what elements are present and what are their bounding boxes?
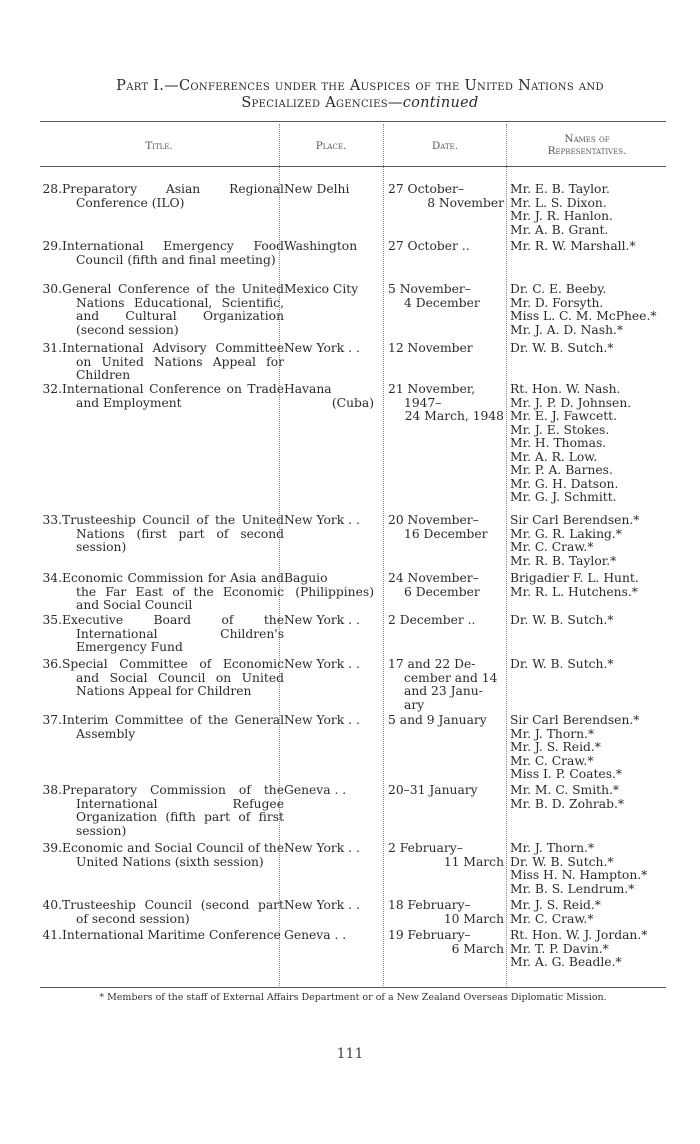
representative-name: Mr. B. S. Lendrum.* (510, 881, 635, 896)
date-line: 24 March, 1948 (404, 409, 504, 423)
table-header-rule (40, 166, 666, 167)
conference-date (388, 342, 504, 356)
representatives-list (510, 658, 670, 672)
place-line: Baguio (284, 571, 328, 585)
footnote: * Members of the staff of External Affairs Department or of a New Zealand Overseas Diplomatic Mission. (99, 992, 607, 1003)
row-number: 34. (42, 571, 62, 585)
row-number: 29. (42, 239, 62, 253)
place-line: Washington (284, 239, 358, 253)
representatives-list (510, 784, 670, 811)
conference-title-text: Special Committee of Economic and Social Council on United Nations Appeal for Children (62, 657, 284, 698)
date-line: 18 February– (388, 898, 471, 912)
place-line: New York . . (284, 898, 360, 912)
column-header-names (508, 133, 666, 157)
row-number: 32. (42, 382, 62, 396)
representative-name: Mr. T. P. Davin.* (510, 941, 609, 956)
representative-name: Mr. G. J. Schmitt. (510, 490, 617, 504)
conference-date (388, 784, 504, 798)
conference-place (284, 383, 374, 410)
place-line: New York . . (284, 713, 360, 727)
date-line: 2 February– (388, 841, 463, 855)
conference-title-text: Preparatory Asian Regional Conference (ILO) (62, 182, 284, 210)
representative-name: Dr. W. B. Sutch.* (510, 341, 614, 355)
representative-name: Mr. M. C. Smith.* (510, 783, 620, 797)
date-line: 16 December (404, 526, 488, 541)
date-line: 2 December .. (388, 613, 476, 627)
representative-name: Mr. P. A. Barnes. (510, 463, 613, 477)
row-number: 40. (42, 898, 62, 912)
representatives-list (510, 342, 670, 356)
place-line: New York . . (284, 613, 360, 627)
column-divider (383, 124, 384, 986)
date-line: 19 February– (388, 928, 471, 942)
representative-name: Mr. E. J. Fawcett. (510, 409, 618, 423)
conference-title (62, 183, 284, 210)
row-number: 39. (42, 841, 62, 855)
conference-title (62, 514, 284, 555)
place-line: New York . . (284, 841, 360, 855)
conference-title (62, 929, 284, 943)
conference-title-text: Preparatory Commission of the International Refugee Organization (fifth part of first session) (62, 783, 284, 838)
conference-place (284, 929, 382, 943)
date-line: 27 October .. (388, 239, 470, 253)
representative-name: Dr. W. B. Sutch.* (510, 613, 614, 627)
conference-date (388, 842, 504, 869)
conference-date (388, 283, 504, 310)
representative-name: Sir Carl Berendsen.* (510, 513, 640, 527)
row-number: 33. (42, 513, 62, 527)
conference-place (284, 899, 382, 913)
date-line: 6 March (451, 941, 504, 956)
conference-title (62, 383, 284, 410)
date-line: and 23 Janu- (404, 684, 483, 698)
representative-name: Mr. R. L. Hutchens.* (510, 584, 638, 599)
representative-name: Mr. E. B. Taylor. (510, 182, 610, 196)
representative-name: Brigadier F. L. Hunt. (510, 571, 639, 585)
conference-title-text: Trusteeship Council (second part of second session) (62, 898, 284, 926)
representative-name: Mr. C. Craw.* (510, 753, 594, 768)
conference-date (388, 514, 504, 541)
representative-name: Miss I. P. Coates.* (510, 767, 623, 781)
date-line: 5 and 9 January (388, 713, 487, 727)
representative-name: Mr. A. R. Low. (510, 449, 598, 464)
conference-title (62, 899, 284, 926)
representatives-list (510, 572, 670, 599)
date-line: 11 March (443, 854, 504, 869)
conference-date (388, 658, 504, 712)
conference-place (284, 714, 382, 728)
date-line: 4 December (404, 295, 480, 310)
place-line: New Delhi (284, 182, 350, 196)
place-line: New York . . (284, 657, 360, 671)
heading-line-1: Part I.—Conferences under the Auspices of the United Nations and (116, 78, 604, 94)
representative-name: Rt. Hon. W. Nash. (510, 382, 621, 396)
representative-name: Mr. J. S. Reid.* (510, 740, 601, 754)
page-heading (40, 78, 680, 112)
column-divider (506, 124, 507, 986)
conference-title (62, 658, 284, 699)
representative-name: Mr. C. Craw.* (510, 540, 594, 554)
representative-name: Mr. L. S. Dixon. (510, 195, 607, 210)
conference-date (388, 614, 504, 628)
place-line: Mexico City (284, 282, 359, 296)
representative-name: Mr. J. P. D. Johnsen. (510, 395, 632, 410)
column-header-title: Title. (145, 140, 173, 152)
column-header-names-line1: Names of (564, 133, 610, 145)
representatives-list (510, 283, 670, 337)
representative-name: Dr. W. B. Sutch.* (510, 854, 614, 869)
place-line: (Philippines) (295, 584, 374, 599)
conference-title-text: Interim Committee of the General Assembly (62, 713, 284, 741)
conference-title (62, 842, 284, 869)
conference-place (284, 614, 382, 628)
conference-place (284, 342, 382, 356)
conference-place (284, 572, 374, 599)
place-line: (Cuba) (331, 395, 374, 410)
row-number: 37. (42, 713, 62, 727)
date-line: 20 November– (388, 513, 479, 527)
row-number: 41. (42, 928, 62, 942)
representative-name: Mr. J. S. Reid.* (510, 898, 601, 912)
representatives-list (510, 614, 670, 628)
conference-place (284, 842, 382, 856)
column-header-place: Place. (315, 140, 347, 152)
conference-title (62, 572, 284, 613)
conference-place (284, 658, 382, 672)
date-line: cember and 14 (404, 670, 498, 685)
representative-name: Miss L. C. M. McPhee.* (510, 309, 657, 323)
date-line: 27 October– (388, 182, 465, 196)
conference-date (388, 929, 504, 956)
date-line: 1947– (404, 395, 442, 410)
conference-place (284, 514, 382, 528)
date-line: 10 March (443, 911, 504, 926)
conference-date (388, 714, 504, 728)
conference-title (62, 342, 284, 383)
conference-title-text: International Conference on Trade and Employment (62, 382, 284, 410)
conference-title-text: General Conference of the United Nations Educational, Scientific, and Cultural Organization (second session) (62, 282, 284, 337)
place-line: New York . . (284, 513, 360, 527)
conference-title (62, 283, 284, 337)
conference-place (284, 240, 382, 254)
row-number: 38. (42, 783, 62, 797)
representative-name: Mr. G. H. Datson. (510, 476, 619, 491)
representative-name: Rt. Hon. W. J. Jordan.* (510, 928, 648, 942)
place-line: New York . . (284, 341, 360, 355)
conference-date (388, 183, 504, 210)
date-line: 24 November– (388, 571, 479, 585)
conference-place (284, 183, 382, 197)
row-number: 35. (42, 613, 62, 627)
conference-title (62, 614, 284, 655)
conference-title (62, 714, 284, 741)
conference-date (388, 383, 504, 424)
conference-date (388, 899, 504, 926)
place-line: Havana (284, 382, 332, 396)
representatives-list (510, 899, 670, 926)
conference-place (284, 283, 382, 297)
row-number: 30. (42, 282, 62, 296)
column-header-date: Date. (431, 140, 459, 152)
place-line: Geneva . . (284, 783, 347, 797)
representative-name: Mr. J. R. Hanlon. (510, 209, 613, 223)
representative-name: Dr. C. E. Beeby. (510, 282, 607, 296)
date-line: 17 and 22 De- (388, 657, 476, 671)
representative-name: Mr. A. B. Grant. (510, 222, 609, 237)
representative-name: Mr. H. Thomas. (510, 436, 607, 450)
heading-line-2: Specialized Agencies— (241, 95, 403, 111)
date-line: ary (404, 697, 425, 712)
date-line: 8 November (427, 195, 504, 210)
conference-title (62, 784, 284, 838)
representative-name: Mr. J. E. Stokes. (510, 422, 610, 437)
row-number: 31. (42, 341, 62, 355)
date-line: 5 November– (388, 282, 471, 296)
representative-name: Sir Carl Berendsen.* (510, 713, 640, 727)
representatives-list (510, 240, 670, 254)
representative-name: Mr. A. G. Beadle.* (510, 955, 622, 969)
representative-name: Mr. J. Thorn.* (510, 726, 595, 741)
conference-date (388, 240, 504, 254)
representatives-list (510, 183, 670, 237)
representative-name: Mr. B. D. Zohrab.* (510, 796, 625, 811)
representative-name: Mr. R. B. Taylor.* (510, 553, 617, 568)
heading-continued: continued (402, 95, 479, 111)
representative-name: Dr. W. B. Sutch.* (510, 657, 614, 671)
conference-title (62, 240, 284, 267)
row-number: 36. (42, 657, 62, 671)
representatives-list (510, 714, 670, 782)
place-line: Geneva . . (284, 928, 347, 942)
conference-place (284, 784, 382, 798)
conference-title-text: Economic Commission for Asia and the Far East of the Economic and Social Council (62, 571, 284, 612)
representatives-list (510, 842, 670, 896)
representatives-list (510, 514, 670, 568)
page-number: 111 (336, 1046, 364, 1062)
representative-name: Mr. G. R. Laking.* (510, 526, 622, 541)
representative-name: Mr. R. W. Marshall.* (510, 239, 636, 253)
conference-title-text: Trusteeship Council of the United Nations (first part of second session) (62, 513, 284, 554)
representative-name: Mr. D. Forsyth. (510, 295, 604, 310)
conference-title-text: Economic and Social Council of the United Nations (sixth session) (62, 841, 284, 869)
conference-title-text: International Advisory Committee on United Nations Appeal for Children (62, 341, 284, 382)
representatives-list (510, 929, 670, 970)
date-line: 6 December (404, 584, 480, 599)
date-line: 20–31 January (388, 783, 478, 797)
date-line: 21 November, (388, 382, 476, 396)
conference-title-text: Executive Board of the International Children's Emergency Fund (62, 613, 284, 654)
representative-name: Mr. C. Craw.* (510, 911, 594, 926)
row-number: 28. (42, 182, 62, 196)
table-bottom-rule (40, 987, 666, 988)
conference-title-text: International Maritime Conference (62, 928, 281, 942)
representatives-list (510, 383, 670, 505)
representative-name: Miss H. N. Hampton.* (510, 868, 648, 882)
conference-date (388, 572, 504, 599)
column-header-names-line2: Representatives. (547, 145, 627, 157)
representative-name: Mr. J. A. D. Nash.* (510, 322, 624, 337)
table-top-rule (40, 121, 666, 122)
representative-name: Mr. J. Thorn.* (510, 841, 595, 855)
conference-title-text: International Emergency Food Council (fifth and final meeting) (62, 239, 284, 267)
date-line: 12 November (388, 341, 473, 355)
